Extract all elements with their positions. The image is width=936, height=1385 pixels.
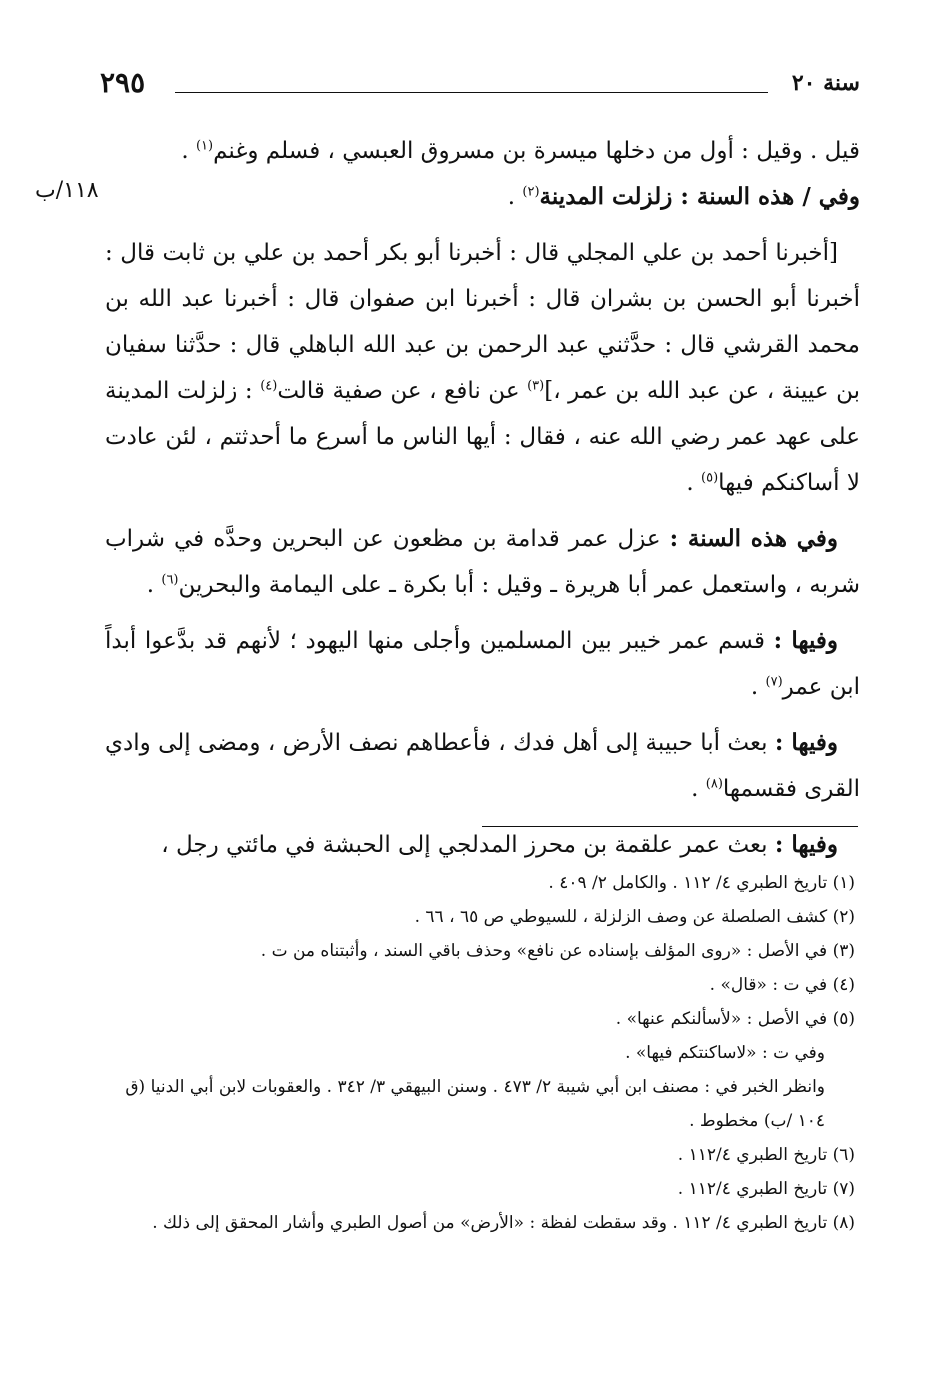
paragraph-4-text: عزل عمر قدامة بن مظعون عن البحرين وحدَّه في شراب شربه ، واستعمل عمر أبا هريرة ـ وقيل : أبا بكرة ـ على اليمامة والبحرين [105, 526, 860, 598]
paragraph-6 [105, 720, 860, 812]
page-header [100, 66, 860, 110]
footnote-ref-6: (٦) [161, 572, 179, 588]
footnote-ref-3: (٣) [527, 378, 545, 394]
paragraph-3 [105, 230, 860, 506]
paragraph-4-heading: وفي هذه السنة : [669, 525, 838, 552]
footnote-separator [482, 826, 858, 827]
footnote-4: (٤) في ت : «قال» . [709, 975, 855, 995]
footnote-ref-7: (٧) [765, 674, 783, 690]
footnote-ref-4: (٤) [260, 378, 278, 394]
paragraph-3-end: . [686, 470, 701, 496]
footnote-6: (٦) تاريخ الطبري ١١٢/٤ . [677, 1145, 855, 1165]
footnote-5-variant: وفي ت : «لاساكنتكم فيها» . [625, 1043, 825, 1063]
paragraph-4 [105, 516, 860, 608]
footnote-ref-5: (٥) [701, 470, 719, 486]
paragraph-2-end: . [507, 184, 523, 210]
footnote-2: (٢) كشف الصلصلة عن وصف الزلزلة ، للسيوطي ص ٦٥ ، ٦٦ . [414, 907, 855, 927]
paragraph-1-end: . [181, 138, 196, 164]
manuscript-folio-note: ١١٨/ب [35, 178, 99, 203]
paragraph-5-end: . [750, 674, 766, 700]
paragraph-7-text: بعث عمر علقمة بن محرز المدلجي إلى الحبشة في مائتي رجل ، [161, 832, 775, 858]
footnote-1: (١) تاريخ الطبري ٤/ ١١٢ . والكامل ٢/ ٤٠٩ . [548, 873, 855, 893]
footnote-ref-8: (٨) [705, 776, 723, 792]
main-text [105, 128, 860, 868]
footnote-ref-2: (٢) [522, 184, 540, 200]
running-head-year: سنة ٢٠ [791, 70, 860, 96]
header-rule [175, 92, 768, 93]
paragraph-2 [105, 174, 860, 220]
footnote-8: (٨) تاريخ الطبري ٤/ ١١٢ . وقد سقطت لفظة : «الأرض» من أصول الطبري وأشار المحقق إلى ذلك . [152, 1213, 855, 1233]
footnotes [105, 866, 855, 1240]
footnote-5: (٥) في الأصل : «لأسألنكم عنها» . [615, 1009, 855, 1029]
paragraph-7 [105, 822, 860, 868]
paragraph-5 [105, 618, 860, 710]
footnote-7: (٧) تاريخ الطبري ١١٢/٤ . [677, 1179, 855, 1199]
footnote-3: (٣) في الأصل : «روى المؤلف بإسناده عن نافع» وحذف باقي السند ، وأثبتناه من ت . [260, 941, 855, 961]
paragraph-4-end: . [146, 572, 162, 598]
paragraph-5-text: قسم عمر خيبر بين المسلمين وأجلى منها اليهود ؛ لأنهم قد بدَّعوا أبداً ابن عمر [105, 628, 860, 700]
paragraph-6-text: بعث أبا حبيبة إلى أهل فدك ، فأعطاهم نصف الأرض ، ومضى إلى وادي القرى فقسمها [105, 730, 860, 802]
footnote-ref-1: (١) [195, 138, 214, 154]
paragraph-5-heading: وفيها : [773, 627, 839, 654]
paragraph-2-heading: وفي / هذه السنة : زلزلت المدينة [539, 183, 860, 210]
paragraph-7-heading: وفيها : [774, 831, 838, 858]
paragraph-6-end: . [691, 776, 706, 802]
paragraph-1-text: قيل . وقيل : أول من دخلها ميسرة بن مسروق العبسي ، فسلم وغنم [213, 138, 860, 164]
page-number: ٢٩٥ [100, 66, 146, 99]
paragraph-3-text-b: عن نافع ، عن صفية قالت [277, 378, 528, 404]
paragraph-3-isnad: [أخبرنا أحمد بن علي المجلي قال : أخبرنا أبو بكر أحمد بن علي بن ثابت قال : أخبرنا أبو الحسن بن بشران قال : أخبرنا ابن صفوان قال : أخبرنا عبد الله بن محمد القرشي قال : حدَّثني عبد الرحمن بن عبد الله الباهلي قال : حدَّثنا سفيان بن عيينة ، عن عبد الله بن عمر ،] [105, 240, 860, 404]
paragraph-6-heading: وفيها : [774, 729, 839, 756]
paragraph-1 [105, 128, 860, 174]
footnote-5-sources: وانظر الخبر في : مصنف ابن أبي شيبة ٢/ ٤٧٣ . وسنن البيهقي ٣/ ٣٤٢ . والعقوبات لابن أبي الدنيا (ق ١٠٤ /ب) مخطوط . [125, 1077, 825, 1131]
paragraph-3-text-c: : زلزلت المدينة على عهد عمر رضي الله عنه ، فقال : أيها الناس ما أسرع ما أحدثتم ، لئن عادت لا أساكنكم فيها [105, 378, 860, 496]
